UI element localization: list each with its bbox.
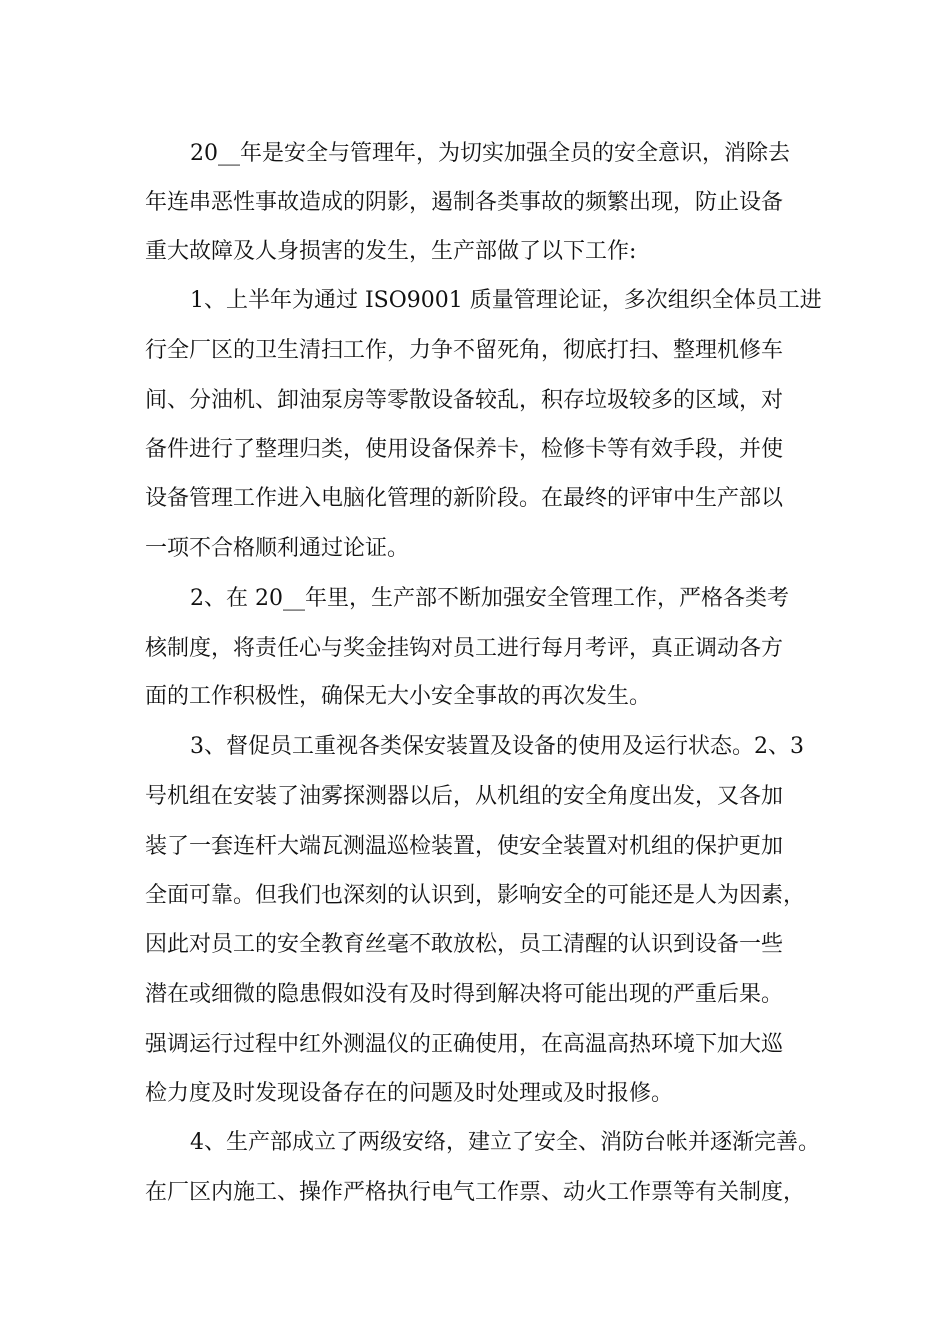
text-line: 2、在 20__年里，生产部不断加强安全管理工作，严格各类考 xyxy=(190,586,789,611)
text-line: 行全厂区的卫生清扫工作，力争不留死角，彻底打扫、整理机修车 xyxy=(145,338,784,363)
text-line: 号机组在安装了油雾探测器以后，从机组的安全角度出发，又各加 xyxy=(145,784,784,809)
text-line: 20__年是安全与管理年，为切实加强全员的安全意识，消除去 xyxy=(190,141,790,166)
text-line: 潜在或细微的隐患假如没有及时得到解决将可能出现的严重后果。 xyxy=(145,982,784,1007)
text-line: 检力度及时发现设备存在的问题及时处理或及时报修。 xyxy=(145,1081,674,1106)
text-line: 核制度，将责任心与奖金挂钩对员工进行每月考评，真正调动各方 xyxy=(145,636,784,661)
text-line: 重大故障及人身损害的发生，生产部做了以下工作: xyxy=(145,239,637,264)
text-line: 装了一套连杆大端瓦测温巡检装置，使安全装置对机组的保护更加 xyxy=(145,834,784,859)
text-line: 强调运行过程中红外测温仪的正确使用，在高温高热环境下加大巡 xyxy=(145,1032,784,1057)
text-line: 一项不合格顺利通过论证。 xyxy=(145,536,410,561)
text-line: 设备管理工作进入电脑化管理的新阶段。在最终的评审中生产部以 xyxy=(145,486,784,511)
text-line: 年连串恶性事故造成的阴影，遏制各类事故的频繁出现，防止设备 xyxy=(145,190,784,215)
text-line: 因此对员工的安全教育丝毫不敢放松，员工清醒的认识到设备一些 xyxy=(145,932,784,957)
text-line: 间、分油机、卸油泵房等零散设备较乱，积存垃圾较多的区域，对 xyxy=(145,388,784,413)
text-line: 全面可靠。但我们也深刻的认识到，影响安全的可能还是人为因素， xyxy=(145,883,806,908)
text-line: 在厂区内施工、操作严格执行电气工作票、动火工作票等有关制度， xyxy=(145,1180,806,1205)
text-line: 面的工作积极性，确保无大小安全事故的再次发生。 xyxy=(145,684,652,709)
text-line: 1、上半年为通过 ISO9001 质量管理论证，多次组织全体员工进 xyxy=(190,288,822,313)
text-line: 4、生产部成立了两级安络，建立了安全、消防台帐并逐渐完善。 xyxy=(190,1130,820,1155)
text-line: 备件进行了整理归类，使用设备保养卡，检修卡等有效手段，并使 xyxy=(145,437,784,462)
text-line: 3、督促员工重视各类保安装置及设备的使用及运行状态。2、3 xyxy=(190,734,804,759)
